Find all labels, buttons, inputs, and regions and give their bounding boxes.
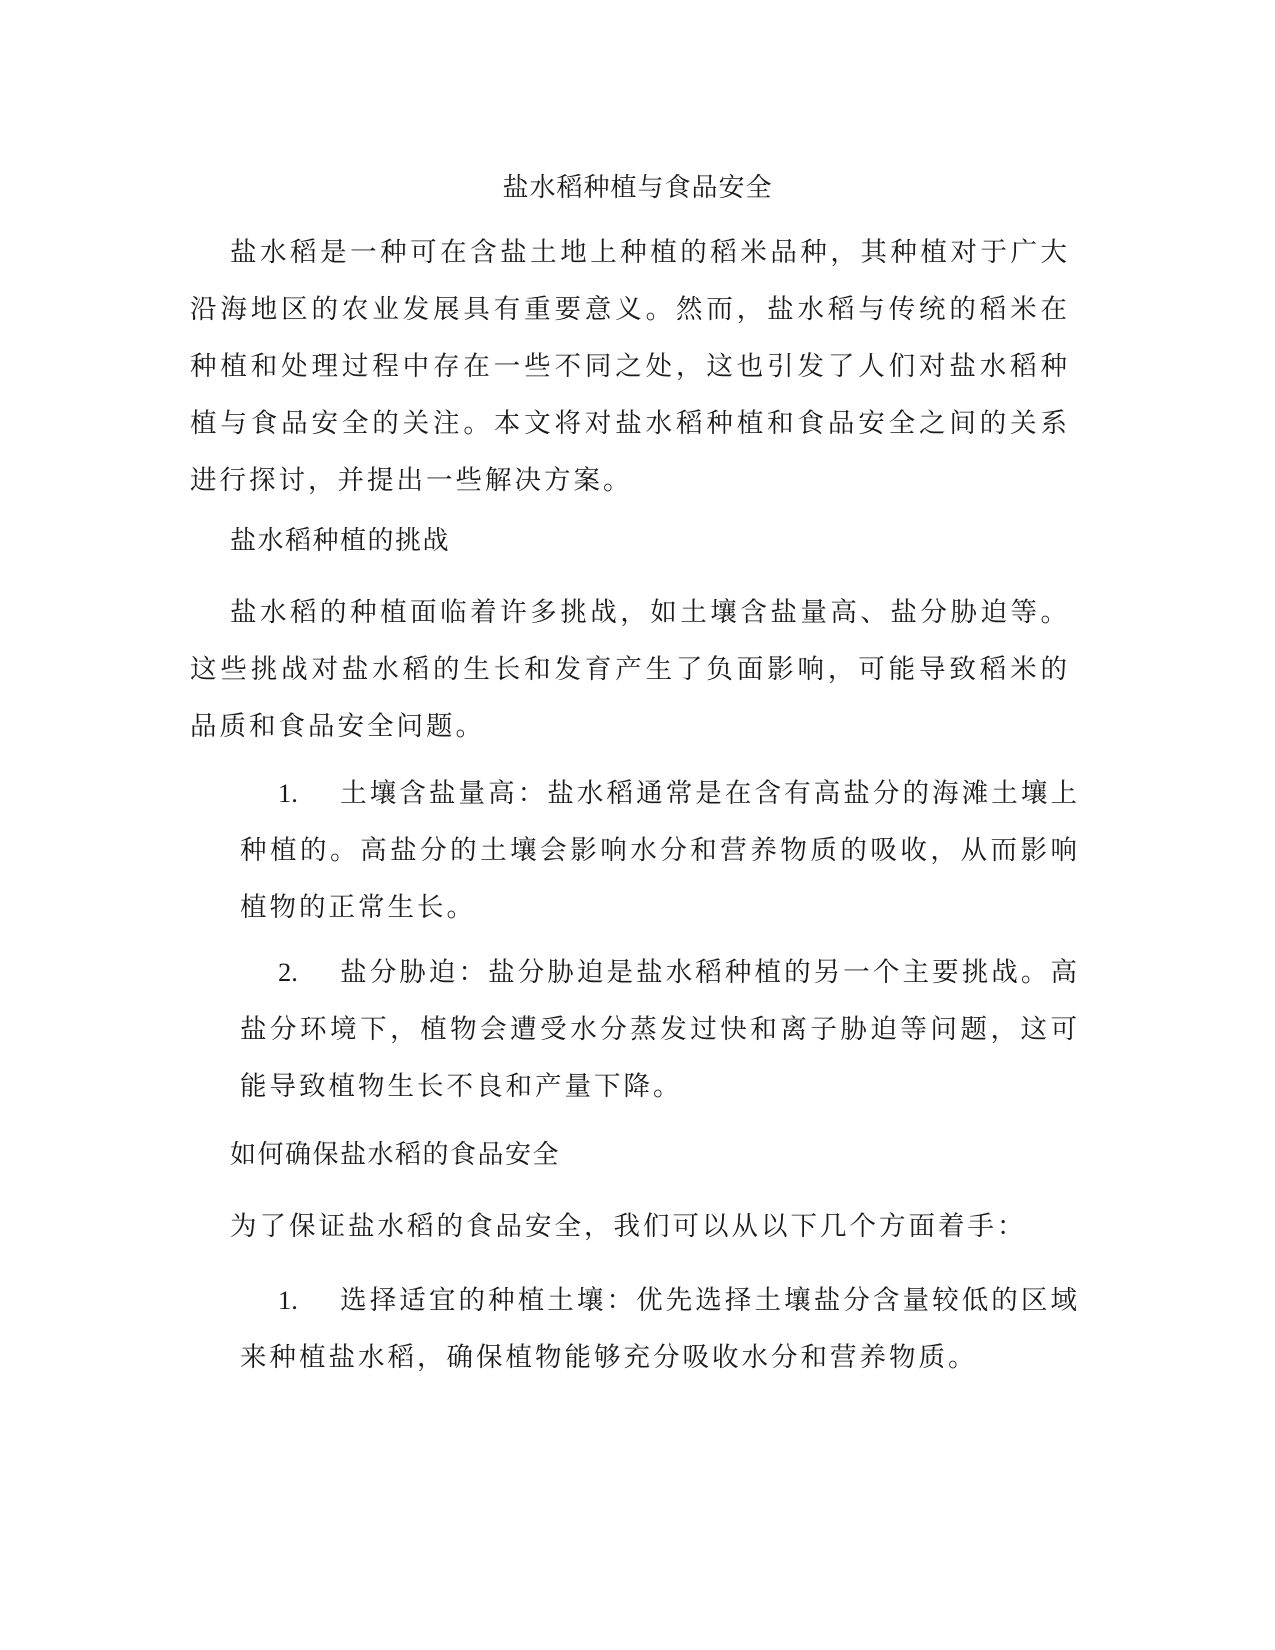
challenge-list-item-2 — [240, 944, 1080, 1115]
section-heading-food-safety: 如何确保盐水稻的食品安全 — [230, 1140, 561, 1170]
list-item-text: 盐分胁迫：盐分胁迫是盐水稻种植的另一个主要挑战。高盐分环境下，植物会遭受水分蒸发过快和离子胁迫等问题，这可能导致植物生长不良和产量下降。 — [240, 957, 1080, 1102]
challenges-paragraph: 盐水稻的种植面临着许多挑战，如土壤含盐量高、盐分胁迫等。这些挑战对盐水稻的生长和发育产生了负面影响，可能导致稻米的品质和食品安全问题。 — [190, 597, 1070, 742]
list-item-number: 1. — [278, 778, 298, 808]
list-item-text: 选择适宜的种植土壤：优先选择土壤盐分含量较低的区域来种植盐水稻，确保植物能够充分吸收水分和营养物质。 — [240, 1285, 1080, 1373]
intro-paragraph: 盐水稻是一种可在含盐土地上种植的稻米品种，其种植对于广大沿海地区的农业发展具有重要意义。然而，盐水稻与传统的稻米在种植和处理过程中存在一些不同之处，这也引发了人们对盐水稻种植与食品安全的关注。本文将对盐水稻种植和食品安全之间的关系进行探讨，并提出一些解决方案。 — [190, 237, 1070, 496]
section-heading-challenges: 盐水稻种植的挑战 — [230, 526, 451, 556]
food-safety-intro: 为了保证盐水稻的食品安全，我们可以从以下几个方面着手： — [230, 1211, 1027, 1242]
challenge-list-item-1 — [240, 765, 1080, 936]
list-item-number: 1. — [278, 1285, 298, 1315]
document-title: 盐水稻种植与食品安全 — [502, 173, 773, 203]
solution-list-item-1 — [240, 1272, 1080, 1386]
list-item-text: 土壤含盐量高：盐水稻通常是在含有高盐分的海滩土壤上种植的。高盐分的土壤会影响水分和营养物质的吸收，从而影响植物的正常生长。 — [240, 778, 1080, 923]
list-item-number: 2. — [278, 957, 298, 987]
